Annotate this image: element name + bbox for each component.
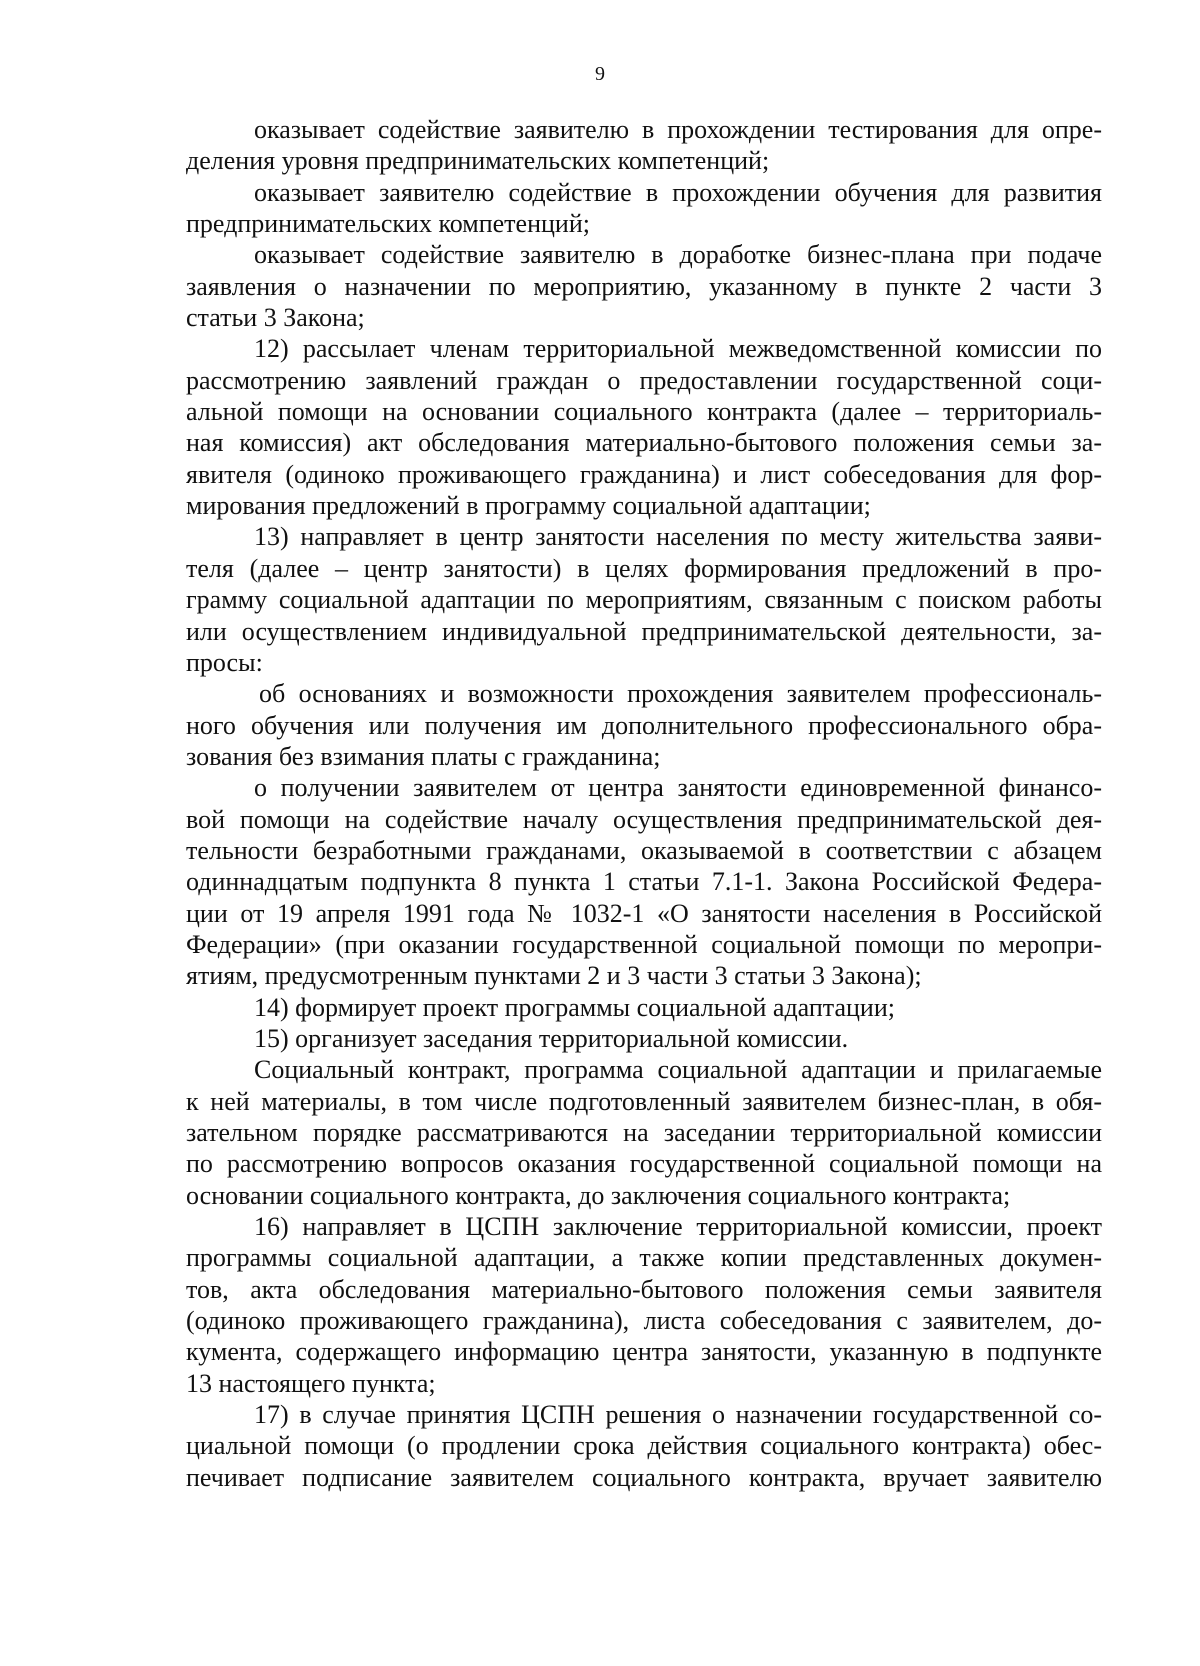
text-line: зательном порядке рассматриваются на заседании территориальной комиссии [186,1118,1102,1147]
text-line: по рассмотрению вопросов оказания государственной социальной помощи на [186,1149,1102,1179]
text-line: кумента, содержащего информацию центра занятости, указанную в подпункте [186,1337,1102,1367]
text-line: просы: [186,647,263,677]
text-line: явителя (одиноко проживающего гражданина) и лист собеседования для фор- [186,459,1102,489]
text-line: теля (далее – центр занятости) в целях формирования предложений в про- [186,553,1102,583]
text-line: 16) направляет в ЦСПН заключение территориальной комиссии, проект [254,1212,1102,1242]
text-line: статьи 3 Закона; [186,303,365,333]
text-line: 15) организует заседания территориальной комиссии. [254,1023,849,1053]
text-line: оказывает содействие заявителю в прохождении тестирования для опре- [254,115,1102,144]
text-line: к ней материалы, в том числе подготовленный заявителем бизнес-план, в обя- [186,1086,1102,1116]
text-line: циальной помощи (о продлении срока действия социального контракта) обес- [186,1431,1102,1461]
text-line: основании социального контракта, до заключения социального контракта; [186,1180,1011,1210]
text-line: 17) в случае принятия ЦСПН решения о назначении государственной со- [254,1400,1102,1430]
text-line: или осуществлением индивидуальной предпринимательской деятельности, за- [186,616,1102,646]
text-line: программы социальной адаптации, а также копии представленных докумен- [186,1243,1102,1273]
text-line: Федерации» (при оказании государственной социальной помощи по меропри- [186,929,1102,959]
text-line: альной помощи на основании социального контракта (далее – территориаль- [186,397,1102,427]
text-line: заявления о назначении по мероприятию, указанному в пункте 2 части 3 [186,271,1102,301]
text-line: зования без взимания платы с гражданина; [186,741,661,771]
text-line: ного обучения или получения им дополнительного профессионального обра- [186,710,1102,740]
text-line: ная комиссия) акт обследования материально-бытового положения семьи за- [186,428,1102,458]
text-line: 14) формирует проект программы социальной адаптации; [254,992,895,1022]
text-line: оказывает содействие заявителю в доработке бизнес-плана при подаче [254,240,1102,270]
text-line: 13 настоящего пункта; [186,1368,436,1398]
text-line: рассмотрению заявлений граждан о предоставлении государственной соци- [186,365,1102,395]
text-line: об основаниях и возможности прохождения заявителем профессиональ- [259,679,1102,709]
text-line: ятиям, предусмотренным пунктами 2 и 3 части 3 статьи 3 Закона); [186,961,922,991]
text-line: одиннадцатым подпункта 8 пункта 1 статьи 7.1-1. Закона Российской Федера- [186,867,1102,897]
text-line: тов, акта обследования материально-бытового положения семьи заявителя [186,1274,1102,1304]
text-line: 13) направляет в центр занятости населения по месту жительства заяви- [254,522,1102,552]
text-line: грамму социальной адаптации по мероприятиям, связанным с поиском работы [186,585,1102,615]
text-line: мирования предложений в программу социальной адаптации; [186,491,871,521]
text-line: деления уровня предпринимательских компетенций; [186,146,770,176]
text-line: (одиноко проживающего гражданина), листа собеседования с заявителем, до- [186,1306,1102,1336]
text-line: вой помощи на содействие началу осуществления предпринимательской дея- [186,804,1102,834]
document-body [186,114,1102,1493]
text-line: предпринимательских компетенций; [186,209,590,239]
text-line: печивает подписание заявителем социального контракта, вручает заявителю [186,1462,1102,1492]
text-line: 12) рассылает членам территориальной межведомственной комиссии по [254,334,1102,364]
text-line: о получении заявителем от центра занятости единовременной финансо- [254,773,1102,803]
text-line: оказывает заявителю содействие в прохождении обучения для развития [254,177,1102,207]
text-line: ции от 19 апреля 1991 года № 1032-1 «О занятости населения в Российской [186,898,1102,928]
text-line: тельности безработными гражданами, оказываемой в соответствии с абзацем [186,835,1102,865]
page-number: 9 [595,63,605,85]
text-line: Социальный контракт, программа социальной адаптации и прилагаемые [254,1055,1102,1085]
